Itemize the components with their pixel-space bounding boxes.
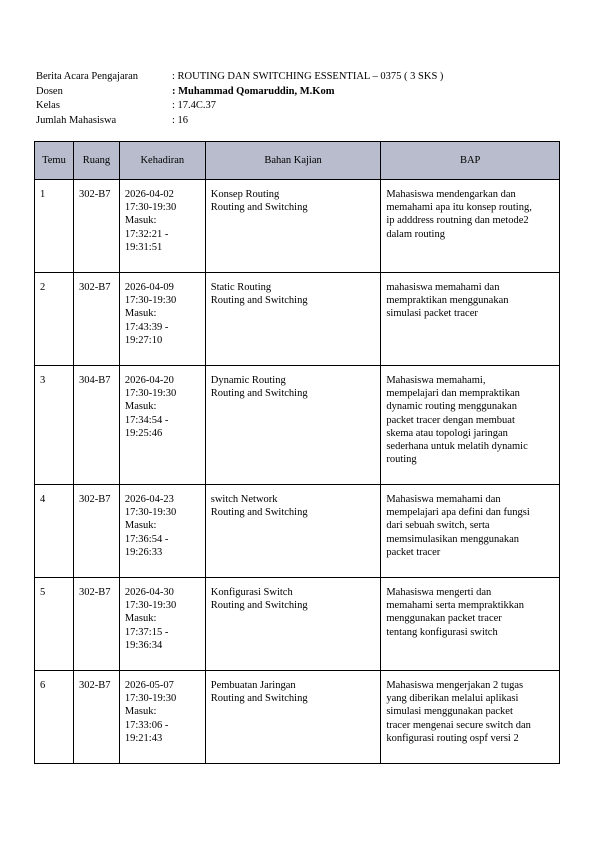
temu-cell: 3: [35, 366, 74, 485]
header-value: : 17.4C.37: [172, 100, 217, 111]
header-row-berita-acara: [36, 70, 443, 85]
header-label: Kelas: [36, 100, 60, 111]
bahan-kajian-cell: Dynamic Routing Routing and Switching: [205, 366, 381, 485]
ruang-cell: 302-B7: [73, 180, 119, 273]
ruang-cell: 302-B7: [73, 671, 119, 764]
table-row: [35, 578, 560, 671]
bap-cell: Mahasiswa mengerti dan memahami serta mempraktikkan menggunakan packet tracer tentang konfigurasi switch: [381, 578, 560, 671]
ruang-cell: 302-B7: [73, 273, 119, 366]
header-value: : 16: [172, 114, 189, 126]
column-header-temu: Temu: [35, 142, 74, 180]
kehadiran-cell: 2026-04-02 17:30-19:30 Masuk: 17:32:21 - 19:31:51: [119, 180, 205, 273]
column-header-bap: BAP: [381, 142, 560, 180]
table-row: [35, 180, 560, 273]
header-row-kelas: [36, 99, 443, 114]
temu-cell: 6: [35, 671, 74, 764]
temu-cell: 1: [35, 180, 74, 273]
header-row-jumlah-mahasiswa: [36, 114, 443, 129]
bap-cell: Mahasiswa memahami, mempelajari dan mempraktikan dynamic routing menggunakan packet tracer dengan membuat skema atau topologi jaringan sederhana untuk melatih dynamic routing: [381, 366, 560, 485]
header-label: Dosen: [36, 85, 63, 97]
kehadiran-cell: 2026-04-09 17:30-19:30 Masuk: 17:43:39 - 19:27:10: [119, 273, 205, 366]
ruang-cell: 302-B7: [73, 578, 119, 671]
header-value: : ROUTING DAN SWITCHING ESSENTIAL – 0375 ( 3 SKS ): [172, 71, 444, 82]
ruang-cell: 304-B7: [73, 366, 119, 485]
temu-cell: 4: [35, 485, 74, 578]
bahan-kajian-cell: switch Network Routing and Switching: [205, 485, 381, 578]
column-header-kehadiran: Kehadiran: [119, 142, 205, 180]
temu-cell: 2: [35, 273, 74, 366]
kehadiran-cell: 2026-05-07 17:30-19:30 Masuk: 17:33:06 - 19:21:43: [119, 671, 205, 764]
temu-cell: 5: [35, 578, 74, 671]
table-row: [35, 671, 560, 764]
column-header-ruang: Ruang: [73, 142, 119, 180]
ruang-cell: 302-B7: [73, 485, 119, 578]
table-row: [35, 273, 560, 366]
header-row-dosen: [36, 85, 443, 100]
kehadiran-cell: 2026-04-30 17:30-19:30 Masuk: 17:37:15 - 19:36:34: [119, 578, 205, 671]
table-row: [35, 366, 560, 485]
bap-table: [34, 141, 560, 764]
bahan-kajian-cell: Konsep Routing Routing and Switching: [205, 180, 381, 273]
header-label: Berita Acara Pengajaran: [36, 71, 139, 82]
bahan-kajian-cell: Static Routing Routing and Switching: [205, 273, 381, 366]
bahan-kajian-cell: Pembuatan Jaringan Routing and Switching: [205, 671, 381, 764]
bap-cell: mahasiswa memahami dan mempraktikan menggunakan simulasi packet tracer: [381, 273, 560, 366]
bap-cell: Mahasiswa mengerjakan 2 tugas yang diberikan melalui aplikasi simulasi menggunakan packet tracer mengenai secure switch dan konfigurasi routing ospf versi 2: [381, 671, 560, 764]
header-value: : Muhammad Qomaruddin, M.Kom: [172, 85, 335, 97]
kehadiran-cell: 2026-04-20 17:30-19:30 Masuk: 17:34:54 - 19:25:46: [119, 366, 205, 485]
bahan-kajian-cell: Konfigurasi Switch Routing and Switching: [205, 578, 381, 671]
table-header-row: [35, 142, 560, 180]
bap-cell: Mahasiswa memahami dan mempelajari apa defini dan fungsi dari sebuah switch, serta memsimulasikan menggunakan packet tracer: [381, 485, 560, 578]
kehadiran-cell: 2026-04-23 17:30-19:30 Masuk: 17:36:54 - 19:26:33: [119, 485, 205, 578]
bap-cell: Mahasiswa mendengarkan dan memahami apa itu konsep routing, ip adddress routning dan metode2 dalam routing: [381, 180, 560, 273]
column-header-bahan-kajian: Bahan Kajian: [205, 142, 381, 180]
header-label: Jumlah Mahasiswa: [36, 114, 117, 126]
document-header: [36, 70, 443, 128]
table-row: [35, 485, 560, 578]
